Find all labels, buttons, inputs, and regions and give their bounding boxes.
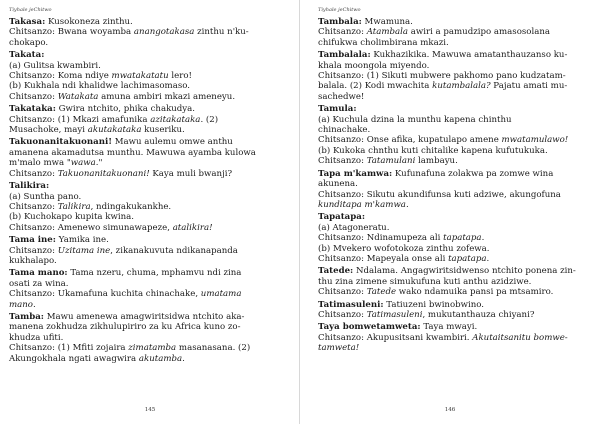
entry-text: . (2)	[200, 114, 219, 125]
example-term: Watakata	[57, 91, 99, 102]
entry-text: (b) Mvekero wofotokoza zinthu zofewa.	[318, 243, 490, 254]
entry-text: Tama nzeru, chuma, mphamvu ndi zina	[67, 268, 242, 279]
entry-line	[9, 246, 284, 256]
entry-headword: Taya bomwetamweta:	[318, 322, 421, 333]
entry-text: Mwamuna.	[361, 17, 413, 27]
entry-line	[9, 256, 284, 266]
dictionary-entry	[318, 300, 590, 321]
entry-line	[9, 181, 284, 191]
entry-text: Chitsanzo:	[318, 309, 367, 320]
example-term: kutambalala?	[432, 81, 491, 92]
entry-headword: Tatimasuleni:	[318, 299, 384, 310]
entry-line	[318, 50, 590, 60]
entry-line	[9, 38, 284, 48]
entry-headword: Tambala:	[318, 17, 362, 27]
entry-text: Kaya muli bwanji?	[149, 168, 233, 179]
example-term: tapatapa	[443, 233, 482, 244]
entry-text: (b) Kukhala ndi khalidwe lachimasomaso.	[9, 81, 190, 92]
entry-text: .	[405, 199, 409, 210]
entry-headword: Takuonanitakuonani!	[9, 137, 112, 148]
entry-line	[9, 61, 284, 71]
entry-line	[9, 81, 284, 91]
entry-text: sachedwe!	[318, 91, 365, 102]
dictionary-entry	[9, 104, 284, 135]
entry-text: .	[182, 353, 185, 364]
entry-line	[318, 310, 590, 320]
entry-line	[318, 190, 590, 200]
entry-line	[9, 343, 284, 353]
example-term: Akutaitsanitu bomwe-	[472, 332, 568, 343]
entry-text: wako ndamuika pansi pa mtsamiro.	[396, 287, 554, 298]
entry-text: Yamika ine.	[55, 235, 109, 246]
entry-text: balala. (2) Kodi mwachita	[318, 81, 433, 92]
entry-headword: Takataka:	[9, 104, 56, 115]
entry-text: Chitsanzo:	[9, 168, 58, 179]
entry-line	[318, 27, 590, 37]
entry-text: (b) Kukoka chnthu kuti chitalike kapena kufutukuka.	[318, 145, 548, 156]
entry-text: chifukwa cholimbirana mkazi.	[318, 37, 449, 48]
entry-line	[318, 92, 590, 102]
entry-text: (a) Atagoneratu.	[318, 222, 390, 233]
entry-text: osati za wina.	[9, 278, 69, 289]
entry-text: .	[481, 233, 485, 244]
entry-text: Taya mwayi.	[420, 322, 478, 333]
entry-text: Ndalama. Angagwiritsidwenso ntchito ponena zin-	[353, 266, 576, 277]
entry-line	[9, 322, 284, 332]
entry-line	[9, 158, 284, 168]
entry-text: masanasana. (2)	[176, 343, 251, 354]
entry-line	[318, 322, 590, 332]
entry-line	[9, 289, 284, 299]
entry-line	[9, 92, 284, 102]
entry-line	[318, 287, 590, 297]
entry-line	[9, 300, 284, 310]
entry-text: chinachake.	[318, 125, 371, 136]
entry-line	[318, 125, 590, 135]
entry-line	[318, 333, 590, 343]
entry-line	[9, 223, 284, 233]
entry-text: Chitsanzo: (1) Mfiti zojaira	[9, 343, 129, 354]
example-term: "wawa."	[66, 158, 103, 169]
dictionary-entry	[9, 312, 284, 364]
example-term: mwatamulawo!	[501, 135, 569, 146]
entry-text: .	[32, 299, 36, 310]
example-term: Takuonanitakuonani!	[57, 168, 150, 179]
entry-line	[9, 268, 284, 278]
dictionary-entry	[9, 137, 284, 179]
running-head-left: Tiyhale jeChitwo	[9, 7, 52, 13]
entry-headword: Takata:	[9, 50, 45, 61]
entry-line	[318, 71, 590, 81]
entry-text: thu zina zimene simukufuna kuti anthu azidziwe.	[318, 276, 532, 287]
entry-line	[318, 169, 590, 179]
entry-text: Chitsanzo: (1) Mkazi amafunika	[9, 114, 151, 125]
entry-text: kuseriku.	[141, 125, 185, 136]
entry-line	[318, 17, 590, 27]
entry-headword: Tama ine:	[9, 235, 56, 246]
running-head-right: Tiyhale jeChitwo	[318, 7, 361, 13]
entry-line	[318, 179, 590, 189]
entry-headword: Tamula:	[318, 104, 357, 115]
entry-line	[9, 104, 284, 114]
entry-text: , mukutanthauza chiyani?	[422, 309, 535, 320]
entry-text: Pajatu amati mu-	[490, 81, 568, 92]
entry-text: Chitsanzo:	[318, 27, 367, 38]
dictionary-entry	[318, 17, 590, 48]
entry-text: lero!	[168, 71, 192, 82]
entry-line	[9, 148, 284, 158]
example-term: atalikira!	[172, 222, 213, 233]
entry-line	[318, 223, 590, 233]
entry-text: Musachoke, mayi	[9, 125, 88, 136]
dictionary-entry	[318, 50, 590, 102]
entry-line	[9, 27, 284, 37]
entry-text: Chitsanzo: Mapeyala onse ali	[318, 253, 449, 264]
entry-text: Chitsanzo: Onse afika, kupatulapo amene	[318, 135, 502, 146]
dictionary-entry	[9, 268, 284, 310]
example-term: Uzitama ine	[57, 245, 111, 256]
entry-headword: Takasa:	[9, 17, 46, 27]
page-number-left: 145	[144, 407, 156, 413]
entry-text: Chitsanzo: Ndinamupeza ali	[318, 233, 444, 244]
entry-line	[318, 156, 590, 166]
entry-line	[9, 137, 284, 147]
entry-line	[318, 38, 590, 48]
entry-line	[9, 125, 284, 135]
entry-text: (a) Gulitsa kwambiri.	[9, 60, 101, 71]
entry-text: Chitsanzo:	[318, 156, 367, 167]
entry-headword: Tamba:	[9, 311, 44, 322]
entry-text: khudza ufiti.	[9, 332, 64, 343]
example-term: akutakataka	[87, 125, 142, 136]
entry-text: , ndingakukankhe.	[90, 201, 172, 212]
entry-text: (a) Suntha pano.	[9, 191, 82, 202]
dictionary-entry	[318, 104, 590, 166]
dictionary-entry	[318, 212, 590, 264]
entry-text: m'malo mwa	[9, 158, 67, 169]
example-term: Atambala	[366, 27, 408, 38]
entry-text: lambayu.	[415, 156, 458, 167]
entry-line	[318, 146, 590, 156]
example-term: kunditapa m'kamwa	[318, 199, 406, 210]
entry-text: Tatiuzeni bwinobwino.	[383, 299, 485, 310]
entry-line	[9, 17, 284, 27]
entry-text: Mawu amenewa amagwiritsidwa ntchito aka-	[43, 311, 245, 322]
entry-text: Kukhazikika. Mawuwa amatanthauzanso ku-	[370, 50, 568, 61]
entry-line	[9, 71, 284, 81]
entry-line	[318, 115, 590, 125]
entry-line	[9, 115, 284, 125]
dictionary-entry	[318, 322, 590, 353]
entry-text: akunena.	[318, 179, 358, 190]
entry-headword: Tama mano:	[9, 268, 68, 279]
entry-text: amuna ambiri mkazi ameneyu.	[98, 91, 236, 102]
example-term: Tatimasuleni	[366, 309, 423, 320]
example-term: anangotakasa	[133, 27, 195, 38]
entry-text: Mawu aulemu omwe anthu	[111, 137, 233, 148]
entry-text: manena zokhudza zikhulupiriro za ku Africa kuno zo-	[9, 322, 241, 333]
dictionary-entry	[9, 181, 284, 233]
entry-text: awiri a pamudzipo amasosolana	[408, 27, 550, 38]
entry-text: Chitsanzo: Bwana woyamba	[9, 27, 134, 38]
entry-line	[318, 343, 590, 353]
entry-text: Gwira ntchito, phika chakudya.	[55, 104, 196, 115]
entry-text: Akungokhala ngati awagwira	[9, 353, 139, 364]
example-term: Talikira	[57, 201, 91, 212]
dictionary-entry	[9, 50, 284, 102]
entry-text: amanena akamadutsa munthu. Mawuwa ayamba kulowa	[9, 147, 256, 158]
dictionary-entry	[318, 266, 590, 297]
entry-text: .	[486, 253, 490, 264]
example-term: Tatede	[366, 287, 397, 298]
example-term: umatama	[200, 289, 242, 300]
entry-text: Kusokoneza zinthu.	[45, 17, 133, 27]
entry-text: (b) Kuchokapo kupita kwina.	[9, 212, 134, 223]
entry-line	[318, 81, 590, 91]
entry-text: Chitsanzo:	[9, 245, 58, 256]
entry-line	[318, 200, 590, 210]
entry-headword: Tatede:	[318, 266, 354, 277]
entry-text: Chitsanzo: Koma ndiye	[9, 71, 112, 82]
dictionary-entry	[9, 17, 284, 48]
right-page	[300, 0, 600, 424]
entry-line	[318, 300, 590, 310]
left-entries	[9, 17, 284, 364]
entry-text: khala moongola miyendo.	[318, 60, 430, 71]
dictionary-entry	[9, 235, 284, 266]
entry-text: Chitsanzo: Amenewo simunawapeze,	[9, 222, 173, 233]
entry-text: Chitsanzo: Sikutu akundifunsa kuti adziwe, akungofuna	[318, 189, 561, 200]
entry-text: Chitsanzo:	[9, 201, 58, 212]
example-term: zimatamba	[128, 343, 177, 354]
entry-line	[318, 277, 590, 287]
example-term: Tatamulani	[366, 156, 416, 167]
entry-line	[9, 202, 284, 212]
entry-line	[9, 312, 284, 322]
entry-line	[318, 104, 590, 114]
entry-line	[9, 192, 284, 202]
entry-line	[318, 61, 590, 71]
entry-line	[318, 266, 590, 276]
entry-text: , zikanakuvuta ndikanapanda	[110, 245, 238, 256]
entry-line	[9, 235, 284, 245]
entry-line	[9, 50, 284, 60]
entry-headword: Tapa m'kamwa:	[318, 168, 393, 179]
entry-line	[9, 333, 284, 343]
entry-line	[9, 279, 284, 289]
entry-text: Chitsanzo: Akupusitsani kwambiri.	[318, 332, 473, 343]
entry-text: Kufunafuna zolakwa pa zomwe wina	[392, 168, 554, 179]
entry-headword: Tambalala:	[318, 50, 371, 61]
example-term: tapatapa	[448, 253, 487, 264]
example-term: akutamba	[138, 353, 183, 364]
entry-line	[318, 212, 590, 222]
example-term: mwatakatatu	[111, 71, 169, 82]
page-number-right: 146	[444, 407, 456, 413]
entry-line	[318, 233, 590, 243]
right-entries	[318, 17, 590, 354]
entry-text: chokapo.	[9, 37, 49, 48]
entry-line	[318, 254, 590, 264]
entry-line	[9, 212, 284, 222]
entry-text: (a) Kuchula dzina la munthu kapena chinthu	[318, 114, 512, 125]
entry-headword: Talikira:	[9, 181, 50, 192]
entry-text: zinthu n'ku-	[194, 27, 249, 38]
entry-text: Chitsanzo: (1) Sikuti mubwere pakhomo pano kudzatam-	[318, 71, 566, 82]
entry-line	[9, 354, 284, 364]
example-term: tamweta!	[318, 343, 360, 354]
entry-line	[318, 135, 590, 145]
entry-text: kukhalapo.	[9, 255, 57, 266]
entry-line	[9, 169, 284, 179]
entry-text: Chitsanzo: Ukamafuna kuchita chinachake,	[9, 289, 201, 300]
entry-line	[318, 244, 590, 254]
example-term: azitakataka	[150, 114, 201, 125]
dictionary-entry	[318, 169, 590, 211]
entry-text: Chitsanzo:	[9, 91, 58, 102]
entry-text: Chitsanzo:	[318, 287, 367, 298]
entry-headword: Tapatapa:	[318, 212, 366, 223]
example-term: mano	[9, 299, 33, 310]
